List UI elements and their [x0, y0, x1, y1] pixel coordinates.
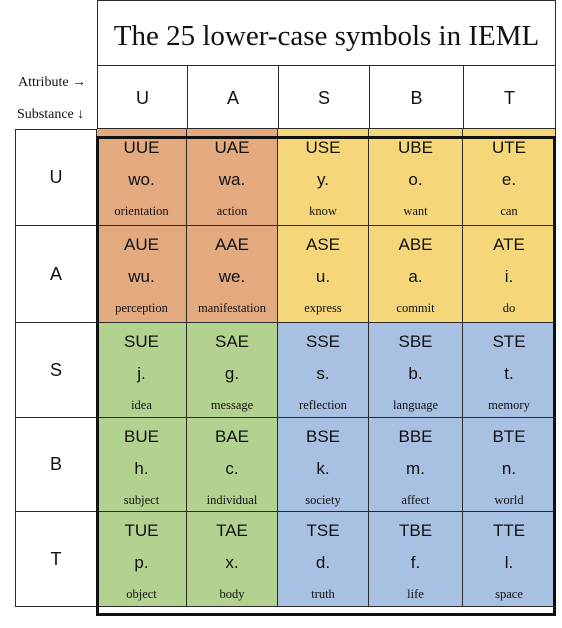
- symbol-meaning: body: [219, 587, 245, 601]
- symbol-code: USE: [305, 138, 341, 157]
- symbol-meaning: society: [305, 493, 341, 507]
- symbol-cell-ate: [463, 226, 556, 323]
- symbol-glyph: wa.: [218, 170, 246, 189]
- symbol-cell-bae: [187, 418, 278, 512]
- symbol-code: UTE: [492, 138, 526, 157]
- symbol-glyph: d.: [315, 553, 331, 572]
- column-header-t: T: [463, 65, 556, 129]
- symbol-glyph: g.: [224, 364, 240, 383]
- symbol-glyph: l.: [504, 553, 514, 572]
- symbol-meaning: memory: [488, 398, 530, 412]
- symbol-code: UBE: [398, 138, 433, 157]
- symbol-cell-ute: [463, 129, 556, 226]
- symbol-cell-tue: [97, 512, 187, 607]
- symbol-meaning: action: [216, 204, 248, 218]
- symbol-code: STE: [492, 332, 526, 351]
- symbol-code: UUE: [123, 138, 160, 157]
- attribute-label: Attribute →: [18, 75, 87, 90]
- symbol-code: AAE: [214, 235, 250, 254]
- symbol-meaning: orientation: [114, 204, 169, 218]
- symbol-meaning: affect: [401, 493, 430, 507]
- symbol-cell-uae: [187, 129, 278, 226]
- row-header-t: T: [15, 512, 97, 607]
- symbol-code: ABE: [398, 235, 433, 254]
- symbol-meaning: do: [502, 301, 516, 315]
- symbol-glyph: u.: [315, 267, 331, 286]
- symbol-cell-bse: [278, 418, 369, 512]
- symbol-glyph: wo.: [128, 170, 155, 189]
- row-header-b: B: [15, 418, 97, 512]
- symbol-glyph: e.: [501, 170, 517, 189]
- symbol-cell-ase: [278, 226, 369, 323]
- symbol-code: UAE: [214, 138, 250, 157]
- symbol-meaning: manifestation: [197, 301, 267, 315]
- symbol-glyph: s.: [316, 364, 330, 383]
- column-header-a: A: [187, 65, 278, 129]
- symbol-code: TTE: [492, 521, 526, 540]
- symbol-glyph: wu.: [128, 267, 155, 286]
- symbol-cell-tbe: [369, 512, 463, 607]
- symbol-glyph: a.: [408, 267, 423, 286]
- symbol-code: TBE: [398, 521, 433, 540]
- symbol-glyph: x.: [225, 553, 239, 572]
- symbol-code: TUE: [124, 521, 159, 540]
- symbol-meaning: space: [495, 587, 523, 601]
- symbol-glyph: k.: [316, 459, 330, 478]
- row-header-s: S: [15, 323, 97, 418]
- symbol-cell-sse: [278, 323, 369, 418]
- symbol-code: BBE: [398, 427, 433, 446]
- symbol-cell-tae: [187, 512, 278, 607]
- symbol-glyph: t.: [504, 364, 514, 383]
- symbol-cell-ube: [369, 129, 463, 226]
- symbol-glyph: o.: [408, 170, 423, 189]
- symbol-glyph: p.: [134, 553, 149, 572]
- symbol-cell-aue: [97, 226, 187, 323]
- symbol-cell-sue: [97, 323, 187, 418]
- symbol-glyph: we.: [218, 267, 246, 286]
- symbol-meaning: object: [126, 587, 157, 601]
- row-header-u: U: [15, 129, 97, 226]
- substance-label: Substance ↓: [17, 107, 85, 122]
- symbol-code: TSE: [306, 521, 340, 540]
- symbol-glyph: j.: [137, 364, 146, 383]
- symbol-meaning: can: [500, 204, 518, 218]
- row-header-a: A: [15, 226, 97, 323]
- symbol-cell-aae: [187, 226, 278, 323]
- symbol-cell-tte: [463, 512, 556, 607]
- symbol-cell-bte: [463, 418, 556, 512]
- symbol-code: BSE: [305, 427, 341, 446]
- symbol-glyph: c.: [225, 459, 239, 478]
- symbol-meaning: want: [403, 204, 428, 218]
- symbol-meaning: world: [494, 493, 524, 507]
- symbol-code: SSE: [305, 332, 341, 351]
- symbol-glyph: b.: [408, 364, 423, 383]
- symbol-cell-tse: [278, 512, 369, 607]
- symbol-cell-bbe: [369, 418, 463, 512]
- symbol-meaning: perception: [115, 301, 168, 315]
- symbol-code: BAE: [214, 427, 250, 446]
- symbol-code: SUE: [124, 332, 159, 351]
- symbol-meaning: know: [309, 204, 337, 218]
- symbol-code: SBE: [398, 332, 433, 351]
- symbol-meaning: life: [407, 587, 424, 601]
- symbol-cell-use: [278, 129, 369, 226]
- axis-legend: [0, 65, 97, 129]
- symbol-meaning: idea: [131, 398, 152, 412]
- symbol-glyph: i.: [504, 267, 514, 286]
- symbol-cell-sae: [187, 323, 278, 418]
- symbol-glyph: y.: [317, 170, 329, 189]
- symbol-cell-sbe: [369, 323, 463, 418]
- column-header-b: B: [369, 65, 463, 129]
- symbol-code: ATE: [493, 235, 525, 254]
- symbol-code: SAE: [214, 332, 250, 351]
- symbol-cell-ste: [463, 323, 556, 418]
- symbol-meaning: message: [210, 398, 254, 412]
- symbol-meaning: truth: [311, 587, 335, 601]
- symbol-meaning: individual: [206, 493, 258, 507]
- symbol-meaning: reflection: [299, 398, 347, 412]
- table-title: The 25 lower-case symbols in IEML: [97, 0, 556, 65]
- symbol-meaning: express: [304, 301, 342, 315]
- symbol-cell-bue: [97, 418, 187, 512]
- symbol-meaning: language: [392, 398, 439, 412]
- symbol-glyph: n.: [501, 459, 517, 478]
- symbol-meaning: commit: [396, 301, 435, 315]
- symbol-meaning: subject: [123, 493, 160, 507]
- column-header-u: U: [97, 65, 187, 129]
- symbol-code: ASE: [305, 235, 341, 254]
- column-header-s: S: [278, 65, 369, 129]
- symbol-glyph: h.: [134, 459, 149, 478]
- symbol-code: BUE: [124, 427, 159, 446]
- symbol-code: BTE: [492, 427, 526, 446]
- symbol-glyph: m.: [406, 459, 425, 478]
- symbol-cell-uue: [97, 129, 187, 226]
- symbol-cell-abe: [369, 226, 463, 323]
- symbol-glyph: f.: [410, 553, 421, 572]
- symbol-code: TAE: [216, 521, 248, 540]
- symbol-code: AUE: [124, 235, 159, 254]
